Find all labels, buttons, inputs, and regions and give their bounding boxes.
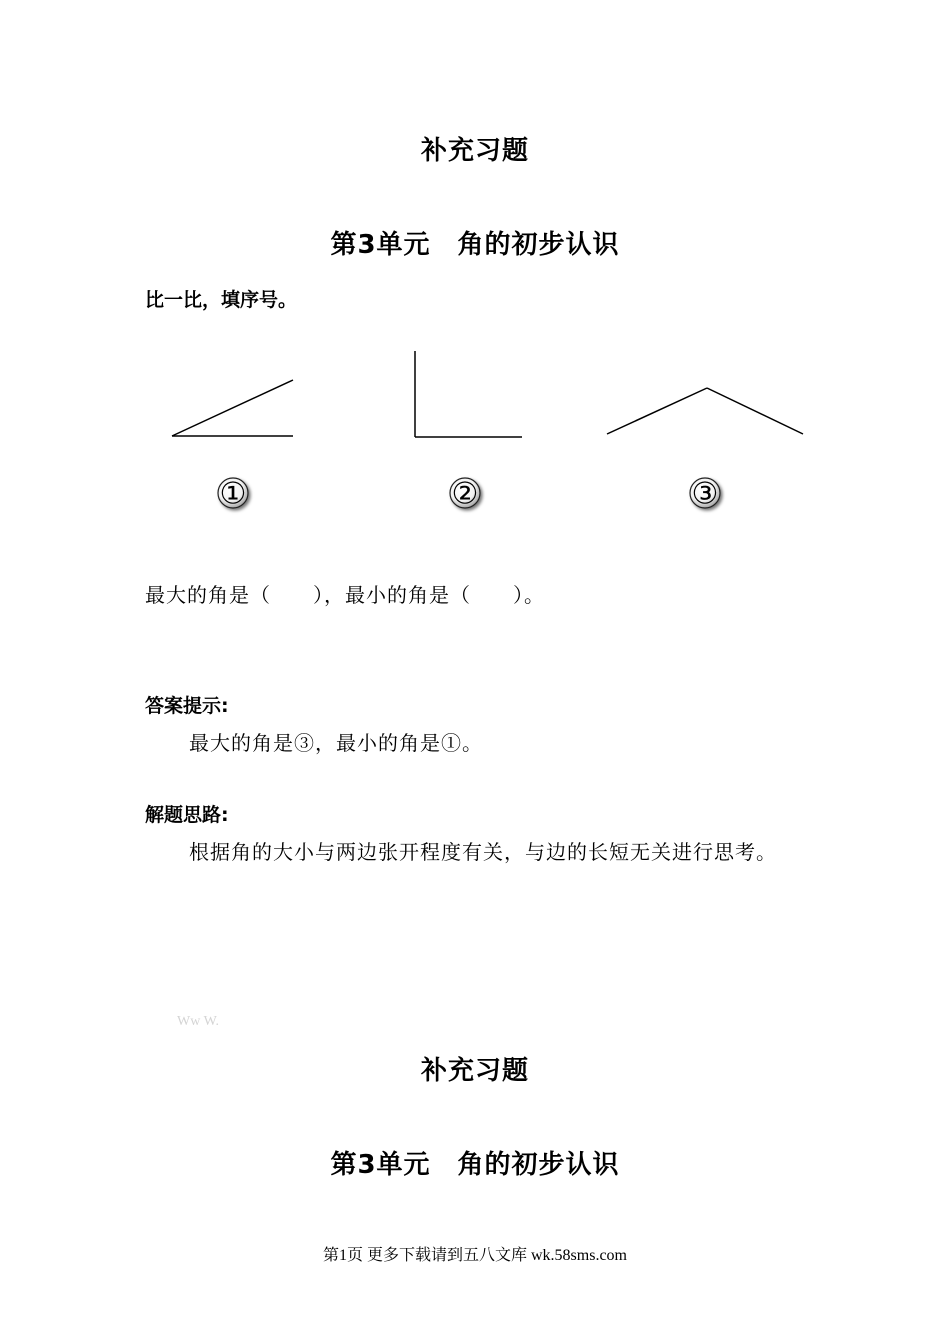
page-title: 补充习题 [420, 136, 529, 166]
angle-figures [0, 330, 950, 530]
fill-blank-question: 最大的角是（ ），最小的角是（ ）。 [145, 583, 545, 607]
repeat-page-title: 补充习题 [420, 1056, 529, 1086]
figure-label-3-text: ③ [691, 476, 719, 512]
repeat-unit-title: 第3单元 角的初步认识 [330, 1150, 620, 1180]
watermark-text: Ww W. [177, 1014, 219, 1029]
figure-label-3 [690, 477, 720, 512]
answer-heading: 答案提示: [145, 695, 229, 717]
page-footer: 第1页 更多下载请到五八文库 wk.58sms.com [322, 1247, 627, 1264]
reasoning-text: 根据角的大小与两边张开程度有关，与边的长短无关进行思考。 [189, 840, 777, 864]
angle-figure-1 [172, 380, 293, 436]
figure-label-2 [450, 477, 480, 512]
angle-figure-3 [607, 388, 803, 434]
angle-figure-2 [415, 351, 522, 437]
reasoning-heading: 解题思路: [145, 804, 229, 826]
question-prompt: 比一比，填序号。 [145, 289, 298, 311]
unit-title: 第3单元 角的初步认识 [330, 230, 620, 260]
answer-text: 最大的角是③，最小的角是①。 [189, 731, 483, 755]
figure-label-1-text: ① [219, 476, 247, 512]
figure-label-1 [218, 477, 248, 512]
figure-label-2-text: ② [451, 476, 479, 512]
